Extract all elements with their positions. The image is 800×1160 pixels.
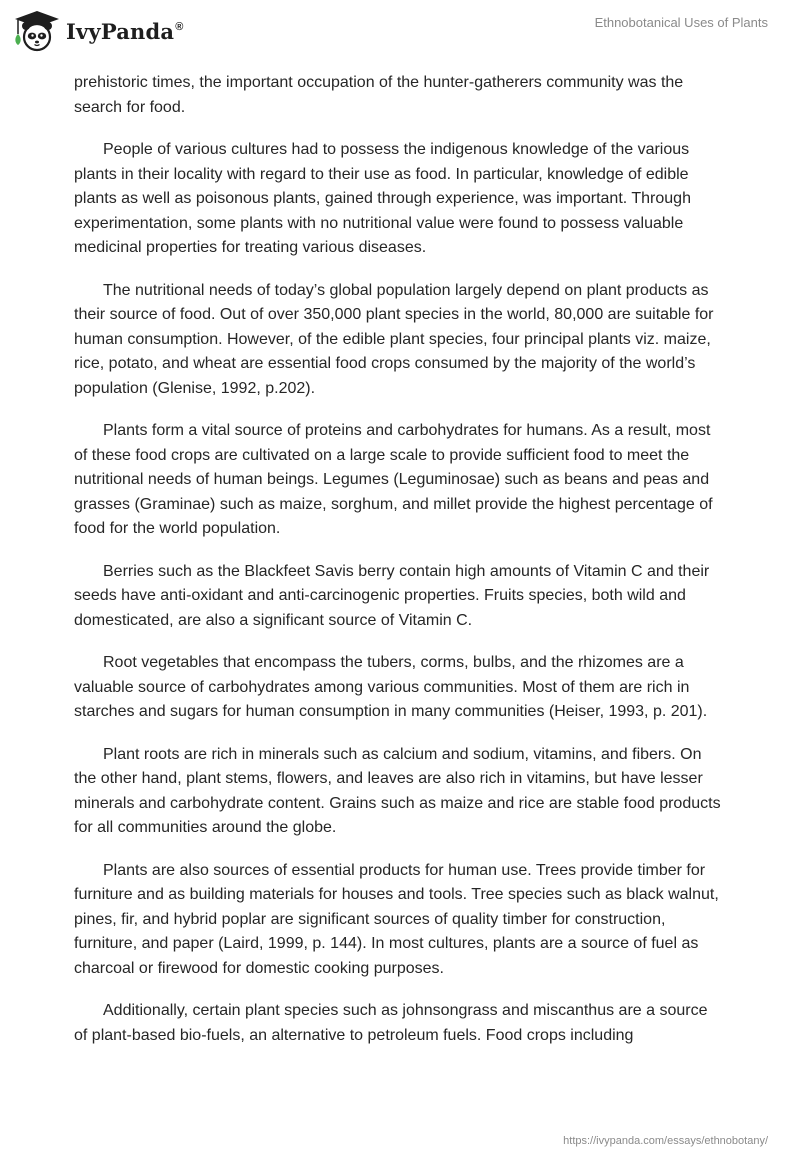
paragraph: Plant roots are rich in minerals such as calcium and sodium, vitamins, and fibers. On the other hand, plant stems, flowers, and leaves are also rich in vitamins, but have lesser minerals and carbohydrate content. Grains such as maize and rice are stable food products for all communities around the globe. <box>74 745 721 836</box>
source-url[interactable]: https://ivypanda.com/essays/ethnobotany/ <box>563 1135 768 1147</box>
paragraph: Plants are also sources of essential products for human use. Trees provide timber for furniture and as building materials for houses and tools. Tree species such as black walnut, pines, fir, and hybrid poplar are significant sources of quality timber for construction, furniture, and paper (Laird, 1999, p. 144). In most cultures, plants are a source of fuel as charcoal or firewood for domestic cooking purposes. <box>74 861 719 977</box>
paragraph: Plants form a vital source of proteins and carbohydrates for humans. As a result, most of these food crops are cultivated on a large scale to provide sufficient food to meet the nutritional needs of human beings. Legumes (Leguminosae) such as beans and peas and grasses (Graminae) such as maize, sorghum, and millet provide the highest percentage of food for the world population. <box>74 422 713 537</box>
logo-wordmark <box>66 19 184 44</box>
paragraph: prehistoric times, the important occupation of the hunter-gatherers community was the search for food. <box>74 74 684 116</box>
panda-graduate-icon <box>14 8 60 52</box>
page-header <box>0 0 800 64</box>
paragraph: Additionally, certain plant species such as johnsongrass and miscanthus are a source of plant-based bio-fuels, an alternative to petroleum fuels. Food crops including <box>74 1002 708 1044</box>
logo-text: IvyPanda <box>66 18 175 44</box>
registered-mark: ® <box>175 20 184 33</box>
ivypanda-logo[interactable] <box>14 8 184 52</box>
paragraph: Berries such as the Blackfeet Savis berry contain high amounts of Vitamin C and their seeds have anti-oxidant and anti-carcinogenic properties. Fruits species, both wild and domesticated, are also a significant source of Vitamin C. <box>74 562 710 629</box>
paragraph: People of various cultures had to possess the indigenous knowledge of the various plants in their locality with regard to their use as food. In particular, knowledge of edible plants as well as poisonous plants, gained through experience, was important. Through experimentation, some plants with no nutritional value were found to possess valuable medicinal properties for treating various diseases. <box>74 141 691 256</box>
essay-body <box>74 71 724 1066</box>
document-title: Ethnobotanical Uses of Plants <box>594 15 768 30</box>
paragraph: The nutritional needs of today’s global population largely depend on plant products as their source of food. Out of over 350,000 plant species in the world, 80,000 are suitable for human consumption. However, of the edible plant species, four principal plants viz. maize, rice, potato, and wheat are essential food crops consumed by the majority of the world’s population (Glenise, 1992, p.202). <box>74 281 714 397</box>
paragraph: Root vegetables that encompass the tubers, corms, bulbs, and the rhizomes are a valuable source of carbohydrates among various communities. Most of them are rich in starches and sugars for human consumption in many communities (Heiser, 1993, p. 201). <box>74 654 708 720</box>
